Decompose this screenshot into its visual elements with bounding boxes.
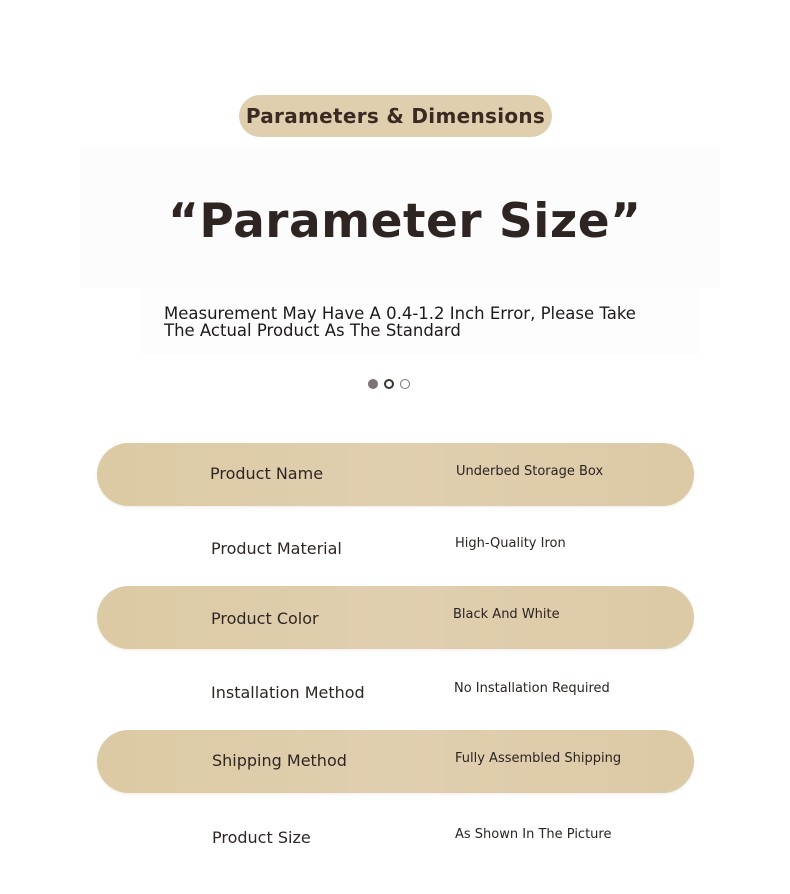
section-badge [239,95,552,137]
carousel-dot-2[interactable] [384,379,394,389]
spec-row-product-size [97,806,694,869]
spec-row-product-material [97,516,694,579]
spec-row-product-color [97,586,694,649]
spec-label: Installation Method [211,683,365,702]
page-title: “Parameter Size” [168,194,642,249]
carousel-dot-1[interactable] [368,379,378,389]
spec-label: Product Name [210,464,324,483]
spec-label: Shipping Method [212,751,347,770]
spec-label: Product Size [212,828,311,847]
spec-row-installation-method [97,660,694,723]
spec-label: Product Color [211,609,319,628]
measurement-note: Measurement May Have A 0.4-1.2 Inch Error, Please Take The Actual Product As The Standard [164,304,636,340]
carousel-indicator [368,379,410,389]
spec-row-product-name [97,443,694,506]
spec-value: No Installation Required [454,681,610,696]
spec-value: Underbed Storage Box [456,464,604,479]
spec-value: High-Quality Iron [455,536,566,551]
spec-value: As Shown In The Picture [455,827,612,842]
spec-value: Black And White [453,607,560,622]
spec-label: Product Material [211,539,342,558]
section-badge-label: Parameters & Dimensions [245,104,546,128]
spec-row-shipping-method [97,730,694,793]
carousel-dot-3[interactable] [400,379,410,389]
spec-value: Fully Assembled Shipping [455,751,622,766]
